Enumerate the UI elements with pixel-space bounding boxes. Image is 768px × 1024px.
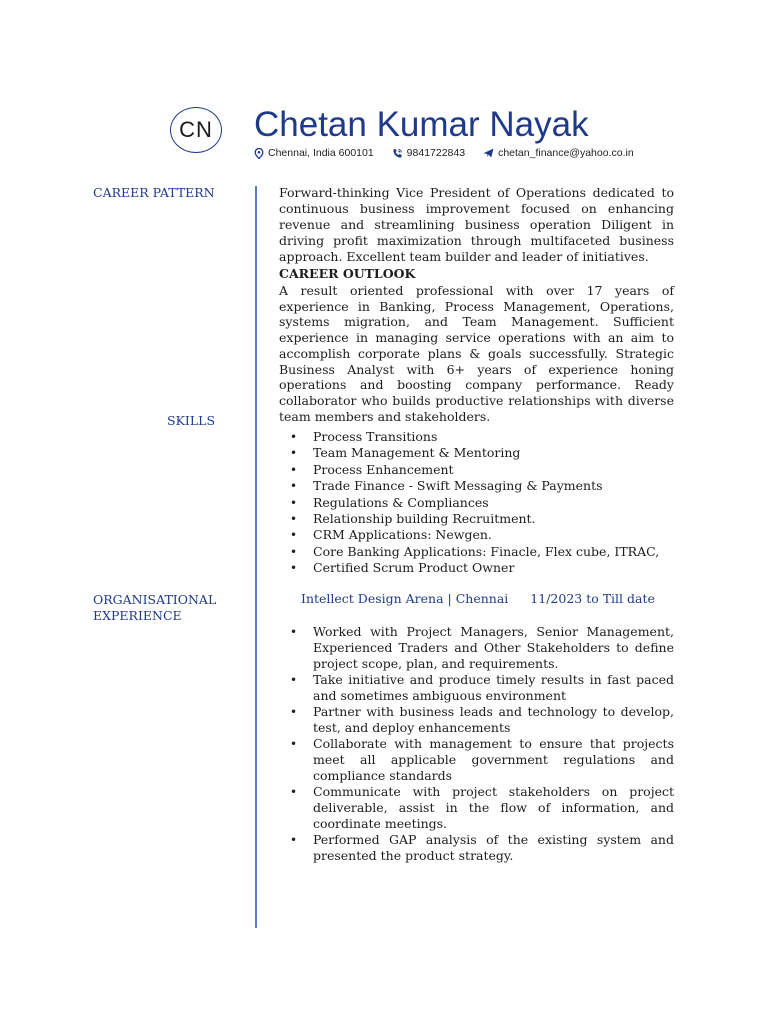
company-line bbox=[301, 591, 655, 606]
list-item: • Core Banking Applications: Finacle, Flex cube, ITRAC, bbox=[290, 543, 660, 559]
skill-text: Process Enhancement bbox=[313, 461, 454, 477]
career-summary: Forward-thinking Vice President of Operations dedicated to continuous business improvement focused on enhancing revenue and streamlining business operation Diligent in driving profit maximization through multifaceted business approach. Excellent team builder and leader of initiatives. bbox=[279, 185, 674, 264]
skill-text: Team Management & Mentoring bbox=[313, 445, 521, 461]
list-item: • Collaborate with management to ensure that projects meet all applicable government regulations and compliance standards bbox=[290, 736, 674, 783]
responsibility-text: Collaborate with management to ensure that projects meet all applicable government regulations and compliance standards bbox=[313, 736, 674, 783]
list-item: • Performed GAP analysis of the existing system and presented the product strategy. bbox=[290, 832, 674, 863]
skill-text: Trade Finance - Swift Messaging & Payments bbox=[313, 478, 603, 494]
career-outlook-text: A result oriented professional with over 17 years of experience in Banking, Process Management, Operations, systems migration, and Team Management. Sufficient experience in managing service operations with an aim to accomplish corporate plans & goals successfully. Strategic Business Analyst with 6+ years of experience honing operations and boosting company performance. Ready collaborator who builds productive relationships with diverse team members and stakeholders. bbox=[279, 283, 674, 424]
responsibility-text: Worked with Project Managers, Senior Management, Experienced Traders and Other Stakeholders to define project scope, plan, and requirements. bbox=[313, 624, 674, 671]
skills-label: SKILLS bbox=[167, 413, 216, 428]
list-item: • Take initiative and produce timely results in fast paced and sometimes ambiguous environment bbox=[290, 672, 674, 703]
experience-label bbox=[93, 592, 216, 623]
contact-location bbox=[254, 147, 374, 159]
skill-text: Certified Scrum Product Owner bbox=[313, 560, 515, 576]
location-pin-icon bbox=[254, 148, 264, 159]
career-outlook-heading: CAREER OUTLOOK bbox=[279, 266, 416, 281]
contact-email bbox=[483, 147, 634, 159]
list-item: • Process Transitions bbox=[290, 429, 438, 444]
skills-list bbox=[279, 429, 674, 577]
candidate-name: Chetan Kumar Nayak bbox=[254, 105, 589, 144]
email-text: chetan_finance@yahoo.co.in bbox=[498, 147, 634, 159]
contact-line bbox=[254, 147, 652, 159]
skill-text: Regulations & Compliances bbox=[313, 494, 489, 510]
vertical-divider bbox=[255, 186, 257, 928]
skill-text: Relationship building Recruitment. bbox=[313, 511, 536, 527]
company-name: Intellect Design Arena | Chennai bbox=[301, 591, 509, 606]
list-item: • Partner with business leads and technology to develop, test, and deploy enhancements bbox=[290, 704, 674, 735]
career-pattern-label: CAREER PATTERN bbox=[93, 185, 215, 200]
skill-text: Process Transitions bbox=[313, 429, 438, 444]
list-item: • Worked with Project Managers, Senior Management, Experienced Traders and Other Stakeholders to define project scope, plan, and requirements. bbox=[290, 624, 674, 671]
skill-text: CRM Applications: Newgen. bbox=[313, 527, 492, 543]
phone-icon bbox=[392, 148, 403, 159]
paper-plane-icon bbox=[483, 148, 494, 158]
responsibility-text: Take initiative and produce timely results in fast paced and sometimes ambiguous environment bbox=[313, 672, 674, 703]
list-item: • Relationship building Recruitment. bbox=[290, 511, 536, 527]
list-item: • Regulations & Compliances bbox=[290, 494, 489, 510]
responsibility-text: Partner with business leads and technology to develop, test, and deploy enhancements bbox=[313, 704, 674, 735]
experience-label-line2: EXPERIENCE bbox=[93, 607, 182, 623]
contact-phone bbox=[392, 147, 465, 159]
list-item: • CRM Applications: Newgen. bbox=[290, 527, 492, 543]
responsibility-text: Performed GAP analysis of the existing system and presented the product strategy. bbox=[313, 832, 674, 863]
employment-dates: 11/2023 to Till date bbox=[530, 591, 655, 606]
experience-label-line1: ORGANISATIONAL bbox=[93, 592, 217, 607]
list-item: • Process Enhancement bbox=[290, 461, 454, 477]
career-pattern-section bbox=[279, 185, 674, 424]
responsibility-text: Communicate with project stakeholders on project deliverable, assist in the flow of information, and coordinate meetings. bbox=[313, 784, 674, 831]
list-item: • Team Management & Mentoring bbox=[290, 445, 521, 461]
experience-list bbox=[279, 624, 674, 864]
list-item: • Certified Scrum Product Owner bbox=[290, 560, 515, 576]
location-text: Chennai, India 600101 bbox=[268, 147, 374, 159]
monogram-text: CN bbox=[179, 117, 213, 142]
list-item: • Communicate with project stakeholders on project deliverable, assist in the flow of information, and coordinate meetings. bbox=[290, 784, 674, 831]
skill-text: Core Banking Applications: Finacle, Flex cube, ITRAC, bbox=[313, 543, 660, 559]
list-item: • Trade Finance - Swift Messaging & Payments bbox=[290, 478, 603, 494]
monogram-badge bbox=[170, 107, 222, 153]
phone-text: 9841722843 bbox=[406, 147, 466, 159]
